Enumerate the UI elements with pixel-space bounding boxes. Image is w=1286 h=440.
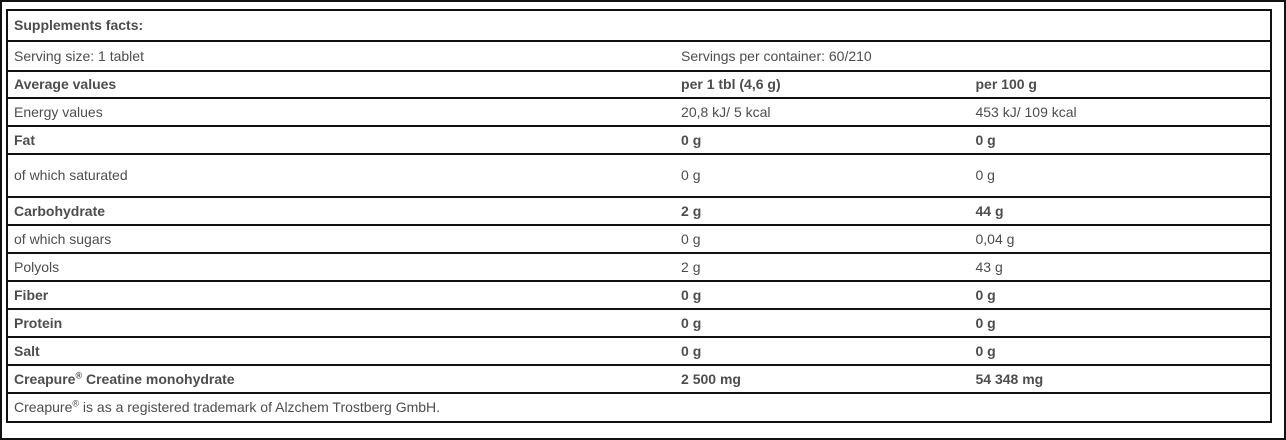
nutrient-label: Salt	[14, 342, 40, 359]
value-per-100g: 0 g	[975, 342, 996, 359]
value-per-tablet: 2 500 mg	[681, 370, 741, 387]
table-row-data	[7, 253, 1271, 281]
facts-table-body	[7, 10, 1271, 422]
value-per-tablet: 0 g	[681, 167, 701, 184]
value-per-tablet: 2 g	[681, 258, 701, 275]
header-per-100g: per 100 g	[975, 76, 1037, 93]
value-per-tablet: 0 g	[681, 230, 701, 247]
nutrient-label: Energy values	[14, 103, 103, 120]
table-row-data	[7, 365, 1271, 393]
value-per-100g: 453 kJ/ 109 kcal	[975, 103, 1077, 120]
value-per-tablet: 0 g	[681, 286, 702, 303]
nutrient-label: Protein	[14, 314, 63, 331]
nutrient-label: of which sugars	[14, 230, 112, 247]
header-per-tablet: per 1 tbl (4,6 g)	[681, 76, 781, 93]
value-per-100g: 0,04 g	[975, 230, 1015, 247]
nutrient-label: Fat	[14, 131, 35, 148]
table-row-data	[7, 154, 1271, 197]
supplement-facts-table	[6, 9, 1272, 423]
nutrient-label: Polyols	[14, 258, 60, 275]
table-row-data	[7, 98, 1271, 126]
header-average-values: Average values	[14, 76, 117, 93]
nutrient-label: Fiber	[14, 286, 49, 303]
text-part: Creatine monohydrate	[82, 370, 235, 387]
value-per-100g: 0 g	[975, 314, 996, 331]
table-row-data	[7, 126, 1271, 154]
nutrient-label	[7, 365, 675, 393]
value-per-tablet: 2 g	[681, 202, 702, 219]
table-title: Supplements facts:	[14, 17, 144, 34]
servings-per-container-cell: Servings per container: 60/210	[681, 47, 872, 64]
table-row-serving	[7, 41, 1271, 71]
table-row-header	[7, 71, 1271, 98]
table-row-title	[7, 10, 1271, 41]
table-row-data	[7, 197, 1271, 225]
value-per-100g: 0 g	[975, 286, 996, 303]
value-per-tablet: 20,8 kJ/ 5 kcal	[681, 103, 771, 120]
table-row-data	[7, 225, 1271, 253]
value-per-100g: 44 g	[975, 202, 1004, 219]
serving-size-cell: Serving size: 1 tablet	[14, 47, 144, 64]
value-per-100g: 43 g	[975, 258, 1003, 275]
value-per-tablet: 0 g	[681, 314, 702, 331]
value-per-100g: 0 g	[975, 131, 996, 148]
nutrient-label: of which saturated	[14, 167, 128, 184]
value-per-tablet: 0 g	[681, 342, 702, 359]
value-per-tablet: 0 g	[681, 131, 702, 148]
value-per-100g: 54 348 mg	[975, 370, 1044, 387]
registered-trademark-symbol: ®	[75, 370, 83, 381]
table-row-data	[7, 337, 1271, 365]
registered-trademark-symbol: ®	[72, 398, 80, 409]
nutrient-label: Carbohydrate	[14, 202, 106, 219]
table-row-data	[7, 281, 1271, 309]
table-row-footnote	[7, 393, 1271, 422]
value-per-100g: 0 g	[975, 167, 995, 184]
text-part: Creapure	[14, 399, 73, 416]
table-row-data	[7, 309, 1271, 337]
text-part: Creapure	[14, 370, 76, 387]
trademark-footnote	[7, 393, 1271, 422]
text-part: is as a registered trademark of Alzchem Trostberg GmbH.	[79, 399, 441, 416]
